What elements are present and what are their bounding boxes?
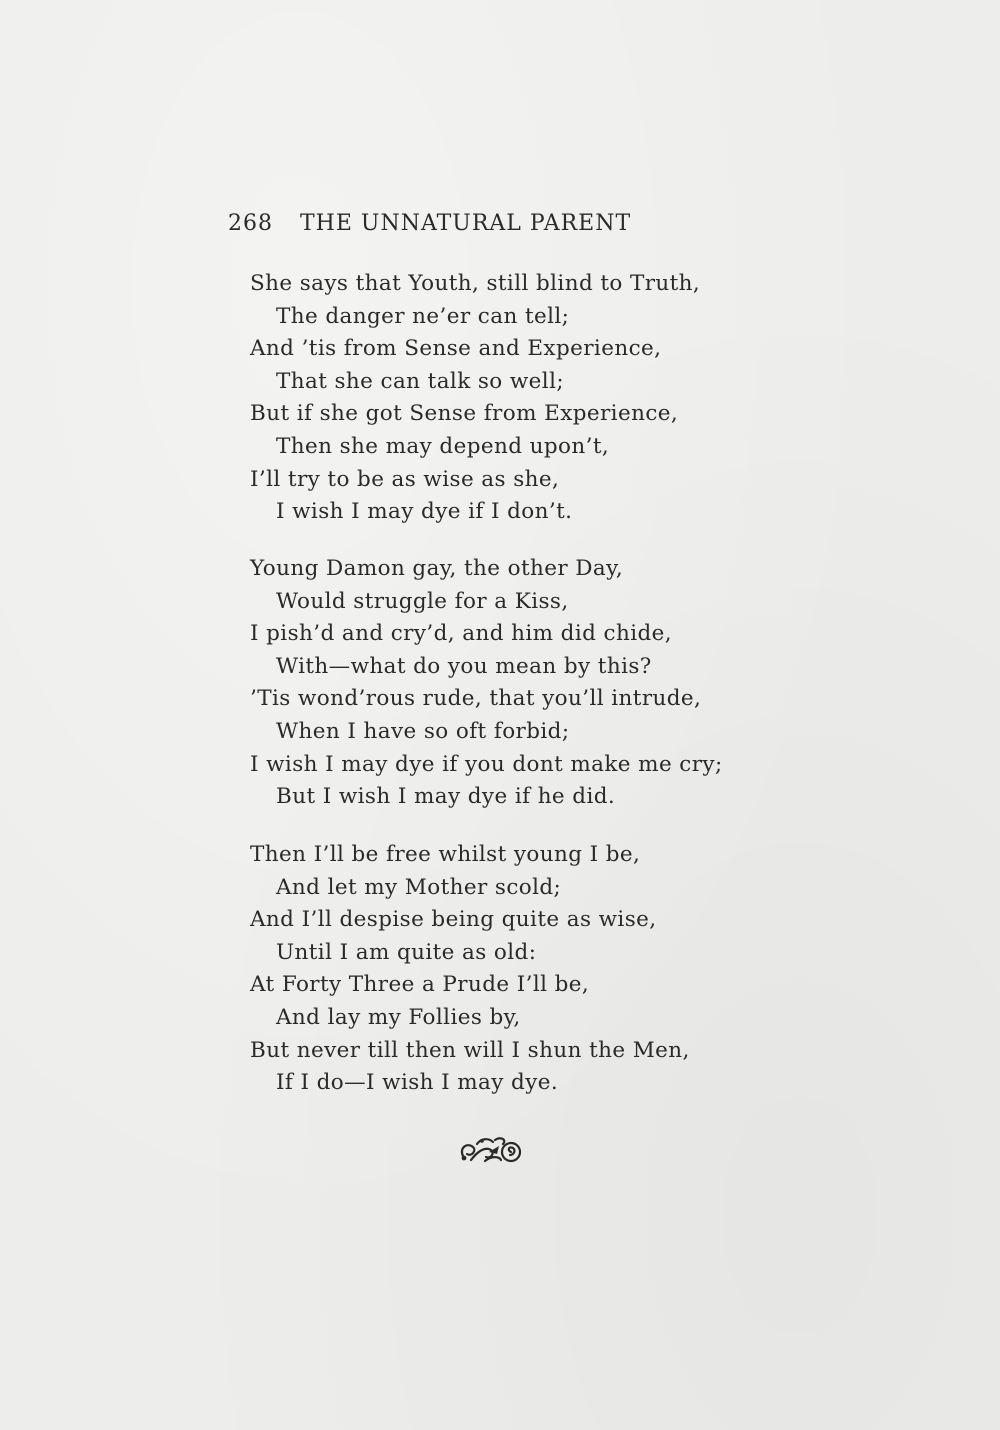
running-title: THE UNNATURAL PARENT (300, 211, 632, 236)
poem-line: Then I’ll be free whilst young I be, (250, 842, 641, 867)
poem-line: With—what do you mean by this? (276, 653, 652, 679)
poem-line: But I wish I may dye if he did. (276, 784, 616, 810)
poem-line: But if she got Sense from Experience, (250, 401, 679, 427)
poem-line: Young Damon gay, the other Day, (250, 556, 624, 581)
poem-line: I wish I may dye if you dont make me cry; (250, 751, 723, 777)
poem-line: And ’tis from Sense and Experience, (250, 336, 662, 362)
poem-line: But never till then will I shun the Men, (250, 1037, 690, 1063)
poem-line: I’ll try to be as wise as she, (250, 466, 560, 492)
poem-line: Then she may depend upon’t, (276, 433, 610, 459)
poem-stanza-2 (250, 553, 810, 814)
poem-stanza-3 (250, 839, 810, 1100)
poem-line: And lay my Follies by, (276, 1004, 521, 1030)
page-number: 268 (228, 211, 273, 236)
fleuron-icon (455, 1130, 525, 1170)
poem-line: The danger ne’er can tell; (276, 303, 570, 329)
poem-line: She says that Youth, still blind to Truth, (250, 271, 701, 296)
poem-line: Until I am quite as old: (276, 939, 537, 965)
poem-line: I pish’d and cry’d, and him did chide, (250, 621, 672, 647)
poem-line: And let my Mother scold; (276, 874, 562, 900)
poem-line: Would struggle for a Kiss, (276, 588, 569, 614)
poem-line: If I do—I wish I may dye. (276, 1070, 559, 1096)
running-head (228, 211, 688, 236)
poem-line: ’Tis wond’rous rude, that you’ll intrude, (250, 686, 702, 712)
poem-line: When I have so oft forbid; (276, 718, 570, 744)
poem-line: That she can talk so well; (276, 368, 564, 394)
poem-stanza-1 (250, 268, 810, 529)
poem-line: At Forty Three a Prude I’ll be, (250, 972, 590, 998)
poem-line: I wish I may dye if I don’t. (276, 499, 573, 525)
poem-line: And I’ll despise being quite as wise, (250, 907, 657, 933)
